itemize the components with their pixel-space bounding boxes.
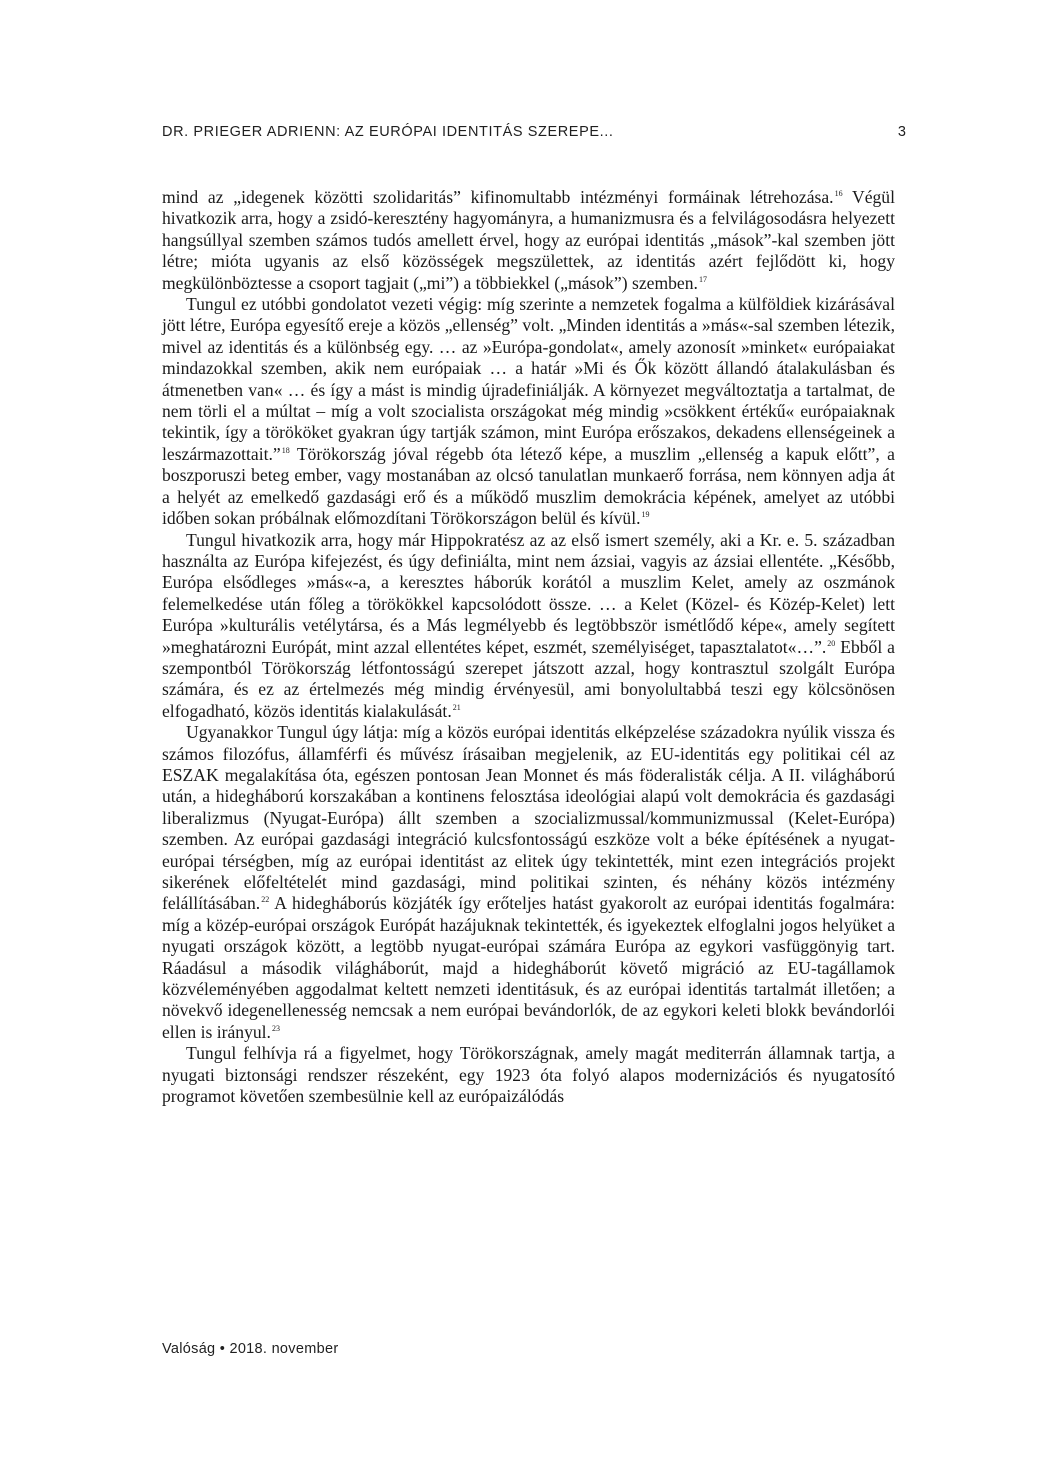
paragraph-text: Tungul felhívja rá a figyelmet, hogy Törökországnak, amely magát mediterrán államnak tartja, a nyugati biztonsági rendszer részeként, egy 1923 óta folyó alapos modernizációs és nyugatosító programot követően szembesülnie kell az európaizálódás: [162, 1043, 895, 1107]
footnote-ref: 22: [261, 895, 270, 905]
running-head-title: DR. PRIEGER ADRIENN: AZ EURÓPAI IDENTITÁS SZEREPE...: [162, 124, 614, 140]
paragraph: [162, 530, 895, 723]
footnote-ref: 20: [827, 638, 836, 648]
paragraph-text: Tungul ez utóbbi gondolatot vezeti végig: míg szerinte a nemzetek fogalma a külföldiek kizárásával jött létre, Európa egyesítő ereje a közös „ellenség” volt. „Minden identitás a »más«-sal szemben létezik, mivel az identitás és a különbség egy. … az »Európa-gondolat«, amely azonosít »minket« európaiakat mindazokkal szemben, akik nem európaiak … a határ »Mi és Ők között állandó átalakulásban és átmenetben van« … és így a mást is mindig újradefiniálják. A környezet megváltoztatja a tartalmat, de nem törli el a múltat – míg a volt szocialista országokat még mindig »csökkent értékű« európaiaknak tekintik, így a törököket gyakran úgy tartják számon, mint Európa erőszakos, dekadens ellenségeinek a leszármazottait.”: [162, 294, 895, 464]
paragraph: [162, 722, 895, 1043]
article-body: [162, 187, 895, 1107]
footnote-ref: 18: [281, 445, 290, 455]
footnote-ref: 16: [834, 189, 843, 198]
paragraph-text: Tungul hivatkozik arra, hogy már Hippokratész az az első ismert személy, aki a Kr. e. 5. században használta az Európa kifejezést, és úgy definiálta, mint nem ázsiai, vagyis az ázsiai ellentéte. „Később, Európa elsődleges »más«-a, a keresztes háborúk korától a muszlim Kelet, amely az oszmánok felemelkedése után főleg a törökökkel kapcsolódott össze. … a Kelet (Közel- és Közép-Kelet) lett Európa »kulturális vetélytársa, és a Más legmélyebb és legtöbbször ismétlődő képe«, amely segített »meghatározni Európát, mint azzal ellentétes képet, eszmét, személyiséget, tapasztalatot«…”.: [162, 529, 895, 657]
footnote-ref: 21: [452, 702, 461, 712]
paragraph-text: Ugyanakkor Tungul úgy látja: míg a közös európai identitás elképzelése századokra nyúlik vissza és számos filozófus, államférfi és művész írásaiban megjelenik, az EU-identitás egy politikai cél az ESZAK megalakítása óta, egészen pontosan Jean Monnet és más föderalisták célja. A II. világháború után, a hidegháború korszakában a kontinens felosztása ideológiai alapú volt demokrácia és gazdasági liberalizmus (Nyugat-Európa) állt szemben a szocializmussal/kommunizmussal (Kelet-Európa) szemben. Az európai gazdasági integráció kulcsfontosságú eszköze volt a béke építésének a nyugat-európai térségben, míg az európai identitást az elitek úgy tekintették, mint ezen integrációs projekt sikerének előfeltételét mind gazdasági, mind politikai szinten, és néhány közös intézmény felállításában.: [162, 722, 895, 914]
footnote-ref: 19: [641, 510, 650, 520]
footnote-ref: 23: [271, 1023, 280, 1033]
running-head: [162, 124, 906, 146]
page-number: 3: [897, 124, 906, 140]
paragraph-text: Végül hivatkozik arra, hogy a zsidó-keresztény hagyományra, a humanizmusra és a felvilágosodásra helyezett hangsúllyal szemben számos tudós amellett érvel, hogy az európai identitás „mások”-kal szemben jött létre; mióta ugyanis az első közösségek megszülettek, az identitás azért fejlődött ki, hogy megkülönböztesse a csoport tagjait („mi”) a többiekkel („mások”) szemben.: [162, 187, 895, 293]
paragraph: [162, 1043, 895, 1107]
paragraph-text: mind az „idegenek közötti szolidaritás” kifinomultabb intézményi formáinak létrehozása.: [162, 187, 834, 207]
paragraph-text: A hidegháborús közjáték így erőteljes hatást gyakorolt az európai identitás fogalmára: míg a közép-európai országok Európát hazájuknak tekintették, és igyekeztek elfoglalni jogos helyüket a nyugati országok között, a legtöbb nyugat-európai számára Európa az egykori vasfüggönyig tart. Ráadásul a második világháborút, majd a hidegháborút követő migráció az EU-tagállamok közvéleményében aggodalmat keltett nemzeti identitásuk, és az európai identitás tartalmát illetően; a növekvő idegenellenesség nemcsak a nem európai bevándorlók, de az egykori keleti blokk bevándorlói ellen is irányul.: [162, 893, 895, 1042]
page-footer: Valóság • 2018. november: [162, 1341, 339, 1357]
footnote-ref: 17: [698, 274, 707, 284]
paragraph-text: Törökország jóval régebb óta létező képe, a muszlim „ellenség a kapuk előtt”, a boszporuszi beteg ember, vagy mostanában az olcsó tanulatlan munkaerő forrása, nem könnyen adja át a helyét az emelkedő gazdasági erő és a működő muszlim demokrácia képének, amelyet az utóbbi időben sokan próbálnak előmozdítani Törökországon belül és kívül.: [162, 443, 895, 529]
paragraph-text: Ebből a szempontból Törökország létfontosságú szerepet játszott azzal, hogy kontrasztul szolgált Európa számára, és ez az értelmezés még mindig érvényesül, ami bonyolultabbá teszi egy kölcsönösen elfogadható, közös identitás kialakulását.: [162, 636, 895, 721]
paragraph: [162, 187, 895, 294]
paragraph: [162, 294, 895, 529]
